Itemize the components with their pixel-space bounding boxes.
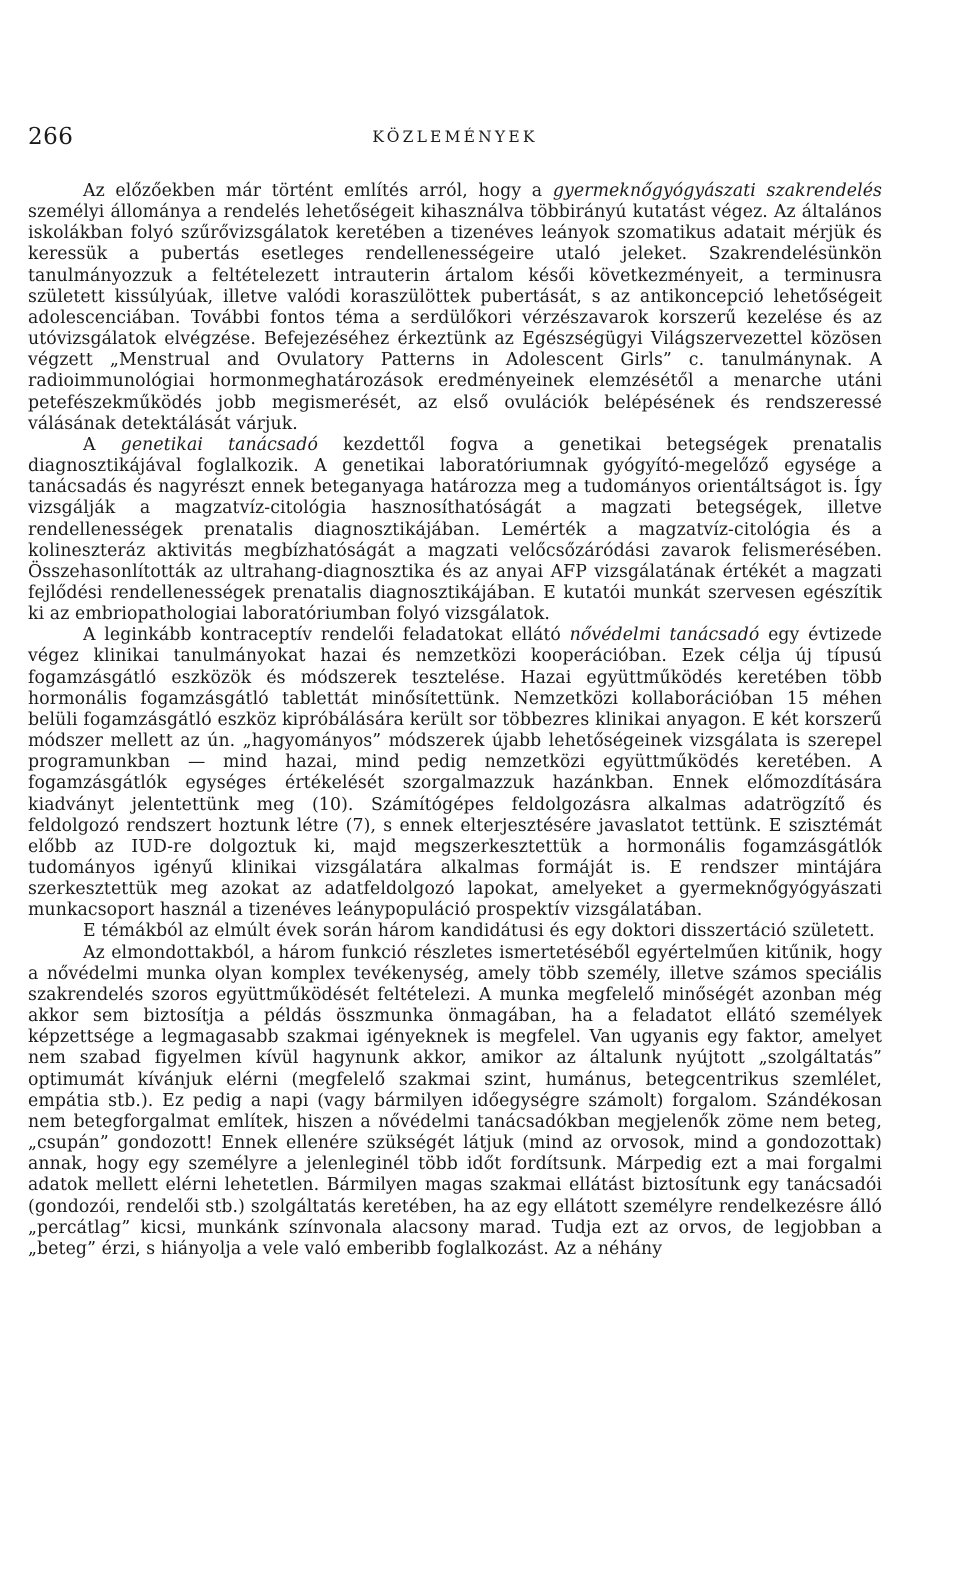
emphasis-term: gyermeknőgyógyászati szakrendelés bbox=[552, 181, 883, 201]
paragraph-1: Az előzőekben már történt említés arról, hogy a gyermeknőgyógyászati szakrendelés személyi állománya a rendelés lehetőségeit kihasználva többirányú kutatást végez. Az általános iskolákban folyó szűrővizsgálatok keretében a tizenéves leányok szomatikus adatait mérjük és keressük a pubertás esetleges rendellenességeire utaló jeleket. Szakrendelésünkön tanulmányozzuk a feltételezett intrauterin ártalom késői következményeit, a terminusra született kissúlyúak, illetve valódi koraszülöttek pubertását, s az antikoncepció lehetőségeit adolescenciában. További fontos téma a serdülőkori vérzészavarok korszerű kezelése és az utóvizsgálatok elvégzése. Befejezéséhez érkeztünk az Egészségügyi Világszervezettel közösen végzett „Menstrual and Ovulatory Patterns in Adolescent Girls” c. tanulmánynak. A radioimmunológiai hormonmeghatározások eredményeinek elemzésétől a menarche utáni petefészekműködés jobb megismerését, az első ovulációk belépésének és rendszeressé válásának detektálását várjuk. bbox=[28, 181, 883, 434]
paragraph-5: Az elmondottakból, a három funkció részletes ismertetéséből egyértelműen kitűnik, hogy a nővédelmi munka olyan komplex tevékenység, amely több személy, illetve számos speciális szakrendelés szoros együttműködését feltételezi. A munka megfelelő minőségét azonban még akkor sem biztosítja a példás összmunka önmagában, ha a feladatot ellátó személyek képzettsége a legmagasabb szakmai igényeknek is megfelel. Van ugyanis egy faktor, amelyet nem szabad figyelmen kívül hagynunk akkor, amikor az általunk nyújtott „szolgáltatás” optimumát kívánjuk elérni (megfelelő szakmai szint, humánus, betegcentrikus szemlélet, empátia stb.). Ez pedig a napi (vagy bármilyen időegységre számolt) forgalom. Szándékosan nem betegforgalmat említek, hiszen a nővédelmi tanácsadókban megjelenők zöme nem beteg, „csupán” gondozott! Ennek ellenére szükségét látjuk (mind az orvosok, mind a gondozottak) annak, hogy egy személyre a jelenleginél több időt fordítsunk. Márpedig ezt a mai forgalmi adatok mellett elérni lehetetlen. Bármilyen magas szakmai ellátást biztosítunk egy tanácsadói (gondozói, rendelői stb.) szolgáltatás keretében, ha az egy ellátott személyre rendelkezésre álló „percátlag” kicsi, munkánk színvonala alacsony marad. Tudja ezt az orvos, de legjobban a „beteg” érzi, s hiányolja a vele való emberibb foglalkozást. Az a néhány bbox=[28, 942, 882, 1259]
emphasis-term: genetikai tanácsadó bbox=[120, 434, 318, 455]
paragraph-2: A genetikai tanácsadó kezdettől fogva a genetikai betegségek prenatalis diagnosztikájával foglalkozik. A genetikai laboratóriumnak gyógyító-megelőző egysége a tanácsadás és nagyrészt ennek beteganyaga határozza meg a tudományos orientáltságot is. Így vizsgálják a magzatvíz-citológia hasznosíthatóságát a magzati betegségek, illetve rendellenességek prenatalis diagnosztikájában. Lemérték a magzatvíz-citológia és a kolineszteráz aktivitás megbízhatóságát a magzati velőcsőzáródási zavarok felismerésében. Összehasonlították az ultrahang-diagnosztika és az anyai AFP vizsgálatának értékét a magzati fejlődési rendellenességek prenatalis diagnosztikájában. E kutatói munkát szervesen egészítik ki az embriopathologiai laboratóriumban folyó vizsgálatok. bbox=[28, 434, 882, 625]
page-number: 266 bbox=[28, 124, 74, 150]
emphasis-term: nővédelmi tanácsadó bbox=[569, 625, 760, 646]
running-head: KÖZLEMÉNYEK bbox=[372, 128, 538, 146]
page-header bbox=[28, 124, 882, 158]
article-body bbox=[28, 181, 882, 1260]
paragraph-4: E témákból az elmúlt évek során három kandidátusi és egy doktori disszertáció született. bbox=[83, 921, 875, 942]
paragraph-3: A leginkább kontraceptív rendelői feladatokat ellátó nővédelmi tanácsadó egy évtizede végez klinikai tanulmányokat hazai és nemzetközi kooperációban. Ezek célja új típusú fogamzásgátló eszközök és módszerek tesztelése. Hazai együttműködés keretében több hormonális fogamzásgátló tablettát minősítettünk. Nemzetközi kollaborációban 15 méhen belüli fogamzásgátló eszköz kipróbálására került sor többezres klinikai anyagon. E két korszerű módszer mellett az ún. „hagyományos” módszerek újabb lehetőségeinek vizsgálata is szerepel programunkban — mind hazai, mind pedig nemzetközi együttműködés keretében. A fogamzásgátlók egységes értékelését szorgalmazzuk hazánkban. Ennek előmozdítására kiadványt jelentettünk meg (10). Számítógépes feldolgozásra alkalmas adatrögzítő és feldolgozó rendszert hoztunk létre (7), s ennek elterjesztésére javaslatot tettünk. E szisztémát előbb az IUD-re dolgoztuk ki, majd megszerkesztettük a hormonális fogamzásgátlók tudományos igényű klinikai vizsgálatára alkalmas formáját is. E rendszer mintájára szerkesztettük meg azokat az adatfeldolgozó lapokat, amelyeket a gyermeknőgyógyászati munkacsoport használ a tizenéves leánypopuláció prospektív vizsgálatában. bbox=[28, 625, 882, 921]
